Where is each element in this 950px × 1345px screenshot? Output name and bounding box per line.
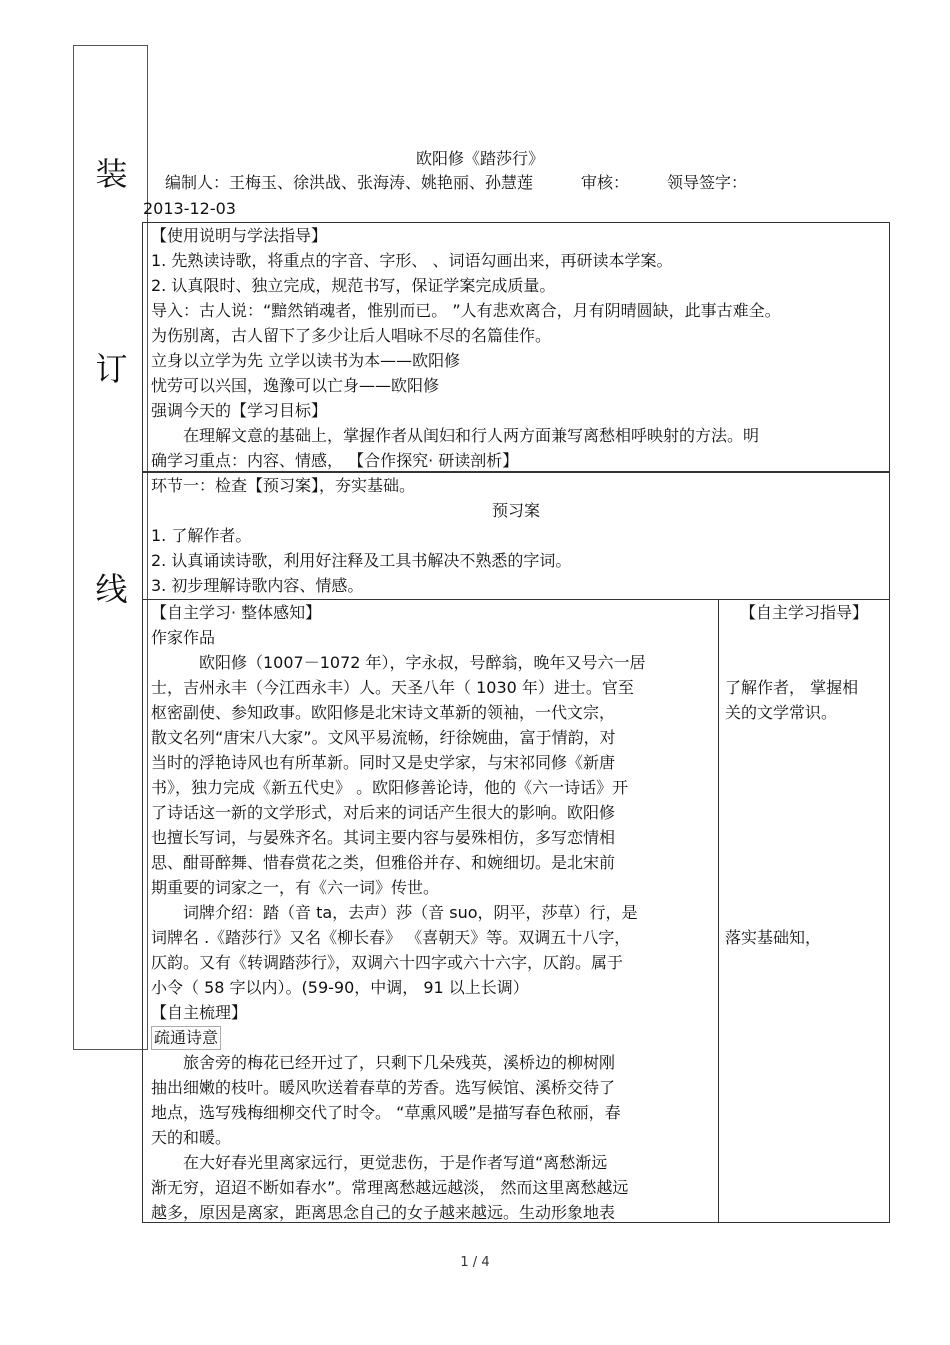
- translation-text: 渐无穷，迢迢不断如春水”。常理离愁越远越淡， 然而这里离愁越远: [151, 1178, 629, 1197]
- leader-signature-label: 领导签字：: [667, 173, 748, 192]
- preview-item: 2. 认真诵读诗歌，利用好注释及工具书解决不熟悉的字词。: [151, 551, 572, 570]
- goal-heading: 强调今天的【学习目标】: [151, 401, 328, 420]
- editors-text: 编制人：王梅玉、徐洪战、张海涛、姚艳丽、孙慧莲: [165, 173, 534, 192]
- instructions-line: 导入：古人说：“黯然销魂者，惟别而已。 ”人有悲欢离合，月有阴晴圆缺，此事古难全。: [151, 301, 781, 320]
- cipai-text: 词牌名 .《踏莎行》又名《柳长春》 《喜朝天》等。双调五十八字，: [151, 928, 631, 947]
- translation-text: 地点，选写残梅细柳交代了时令。 “草熏风暖”是描写春色秾丽，春: [151, 1103, 621, 1122]
- instructions-line: 为伤别离，古人留下了多少让后人唱咏不尽的名篇佳作。: [151, 326, 552, 345]
- preview-box: [142, 472, 890, 600]
- translation-tag: 疏通诗意: [151, 1026, 221, 1050]
- goal-text: 确学习重点：内容、情感， 【合作探究· 研读剖析】: [151, 451, 519, 470]
- guidance-note: 落实基础知，: [725, 928, 822, 947]
- preview-item: 3. 初步理解诗歌内容、情感。: [151, 576, 364, 595]
- date: 2013-12-03: [143, 199, 236, 218]
- binding-margin: [73, 45, 148, 1050]
- study-heading: 【自主学习· 整体感知】: [151, 603, 322, 622]
- instructions-line: 2. 认真限时、独立完成，规范书写，保证学案完成质量。: [151, 276, 556, 295]
- preview-item: 1. 了解作者。: [151, 526, 252, 545]
- sort-heading: 【自主梳理】: [151, 1003, 248, 1022]
- instructions-line: 【使用说明与学法指导】: [151, 226, 328, 245]
- author-text: 当时的浮艳诗风也有所革新。同时又是史学家，与宋祁同修《新唐: [151, 753, 616, 772]
- editor-line: [165, 170, 747, 195]
- page-title: 欧阳修《踏莎行》: [415, 149, 544, 168]
- author-text: 也擅长写词，与晏殊齐名。其词主要内容与晏殊相仿，多写恋情相: [151, 828, 616, 847]
- quote-line: 忧劳可以兴国，逸豫可以亡身——欧阳修: [151, 376, 440, 395]
- author-works-heading: 作家作品: [151, 628, 216, 647]
- author-text: 散文名列“唐宋八大家”。文风平易流畅，纡徐婉曲，富于情韵，对: [151, 728, 616, 747]
- author-text: 枢密副使、参知政事。欧阳修是北宋诗文革新的领袖，一代文宗，: [151, 703, 616, 722]
- translation-text: 抽出细嫩的枝叶。暖风吹送着春草的芳香。选写候馆、溪桥交待了: [151, 1078, 616, 1097]
- translation-text: 旅舍旁的梅花已经开过了，只剩下几朵残英，溪桥边的柳树刚: [183, 1053, 616, 1072]
- review-label: 审核：: [581, 173, 630, 192]
- author-text: 了诗话这一新的文学形式，对后来的词话产生很大的影响。欧阳修: [151, 803, 616, 822]
- author-text: 士，吉州永丰（今江西永丰）人。天圣八年（ 1030 年）进士。官至: [151, 678, 634, 697]
- cipai-text: 仄韵。又有《转调踏莎行》，双调六十四字或六十六字，仄韵。属于: [151, 953, 624, 972]
- instructions-box: [142, 222, 890, 472]
- step-one: 环节一：检查【预习案】，夯实基础。: [151, 476, 416, 495]
- study-column: [142, 599, 719, 1223]
- author-text: 欧阳修（1007－1072 年），字永叔，号醉翁，晚年又号六一居: [199, 653, 646, 672]
- translation-text: 在大好春光里离家远行，更觉悲伤，于是作者写道“离愁渐远: [183, 1153, 608, 1172]
- page-number: 1 / 4: [460, 1255, 490, 1270]
- translation-text: 天的和暖。: [151, 1128, 232, 1147]
- preview-heading: 预习案: [491, 501, 540, 520]
- binding-char-zhuang: 装: [95, 155, 128, 193]
- instructions-line: 1. 先熟读诗歌，将重点的字音、字形、 、词语勾画出来，再研读本学案。: [151, 251, 673, 270]
- guidance-note: 关的文学常识。: [725, 703, 838, 722]
- binding-char-ding: 订: [95, 350, 128, 388]
- author-text: 思、酣哥醉舞、惜春赏花之类，但雅俗并存、和婉细切。是北宋前: [151, 853, 616, 872]
- cipai-text: 词牌介绍：踏（音 ta，去声）莎（音 suo，阴平，莎草）行，是: [183, 903, 638, 922]
- translation-text: 越多，原因是离家，距离思念自己的女子越来越远。生动形象地表: [151, 1203, 616, 1222]
- goal-text: 在理解文意的基础上，掌握作者从闺妇和行人两方面兼写离愁相呼映射的方法。明: [183, 426, 760, 445]
- cipai-text: 小令（ 58 字以内）。(59-90，中调， 91 以上长调）: [151, 978, 529, 997]
- author-text: 期重要的词家之一，有《六一词》传世。: [151, 878, 440, 897]
- quote-line: 立身以立学为先 立学以读书为本——欧阳修: [151, 351, 461, 370]
- guidance-heading: 【自主学习指导】: [739, 603, 868, 622]
- guidance-column: [718, 599, 890, 1223]
- binding-char-xian: 线: [95, 570, 128, 608]
- author-text: 书》，独力完成《新五代史》 。欧阳修善论诗，他的《六一诗话》开: [151, 778, 629, 797]
- guidance-note: 了解作者， 掌握相: [725, 678, 859, 697]
